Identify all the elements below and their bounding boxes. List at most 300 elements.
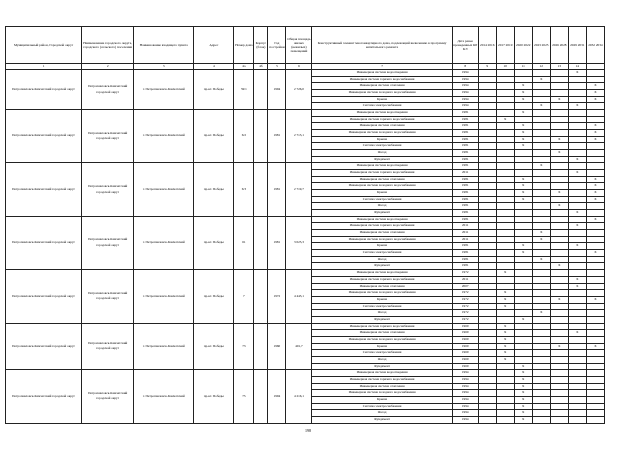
prev-date-cell: 1960 — [452, 350, 478, 357]
period-cell — [550, 210, 568, 217]
period-cell — [496, 170, 514, 177]
repair-mark-x: X — [586, 183, 604, 190]
period-cell — [550, 356, 568, 363]
address-cell: пр-кт. Победы — [194, 70, 234, 110]
period-cell — [550, 223, 568, 230]
period-cell — [586, 116, 604, 123]
period-cell — [532, 276, 550, 283]
period-cell — [496, 383, 514, 390]
repair-mark-x: X — [586, 90, 604, 97]
period-cell — [550, 410, 568, 417]
prev-date-cell: 1994 — [452, 396, 478, 403]
period-cell — [478, 83, 496, 90]
period-cell — [586, 236, 604, 243]
period-cell — [550, 256, 568, 263]
period-cell — [496, 83, 514, 90]
element-name-cell: Крыша — [312, 243, 452, 250]
repair-mark-x: X — [514, 316, 532, 323]
period-cell — [514, 290, 532, 297]
prev-date-cell: 1994 — [452, 103, 478, 110]
prev-date-cell: 1994 — [452, 76, 478, 83]
period-cell — [586, 410, 604, 417]
period-cell — [514, 350, 532, 357]
period-cell — [496, 223, 514, 230]
prev-date-cell: 1994 — [452, 370, 478, 377]
period-cell — [550, 336, 568, 343]
period-cell — [550, 390, 568, 397]
period-cell — [550, 196, 568, 203]
prev-date-cell: 1981 — [452, 263, 478, 270]
period-cell — [514, 276, 532, 283]
period-cell — [568, 190, 586, 197]
period-cell — [496, 250, 514, 257]
period-cell — [532, 130, 550, 137]
period-cell — [550, 110, 568, 117]
period-cell — [514, 296, 532, 303]
period-cell — [532, 303, 550, 310]
period-cell — [568, 416, 586, 423]
period-cell — [586, 210, 604, 217]
period-cell — [550, 143, 568, 150]
period-cell — [478, 356, 496, 363]
repair-mark-x: X — [496, 343, 514, 350]
period-cell — [532, 343, 550, 350]
period-cell — [568, 316, 586, 323]
area-cell: 2 719,7 — [286, 163, 312, 216]
header-year: Год постройки — [268, 27, 286, 64]
repair-mark-x: X — [514, 370, 532, 377]
period-cell — [532, 96, 550, 103]
prev-date-cell: 1994 — [452, 376, 478, 383]
period-cell — [514, 263, 532, 270]
prev-date-cell: 1981 — [452, 256, 478, 263]
period-cell — [478, 310, 496, 317]
element-name-cell: Система электроснабжения — [312, 250, 452, 257]
period-cell — [586, 283, 604, 290]
table-row — [6, 270, 605, 277]
repair-mark-x: X — [496, 330, 514, 337]
prev-date-cell: 1960 — [452, 330, 478, 337]
prev-date-cell: 1981 — [452, 123, 478, 130]
period-cell — [532, 330, 550, 337]
period-cell — [532, 83, 550, 90]
table-body — [6, 70, 605, 424]
period-cell — [478, 350, 496, 357]
column-number: 10 — [496, 64, 514, 70]
locality-cell: г. Петропавловск-Камчатский — [134, 323, 194, 370]
period-cell — [532, 270, 550, 277]
period-cell — [568, 396, 586, 403]
period-cell — [478, 343, 496, 350]
prev-date-cell: 1972 — [452, 290, 478, 297]
address-cell: пр-кт. Победы — [194, 370, 234, 423]
period-cell — [568, 370, 586, 377]
period-cell — [568, 263, 586, 270]
repair-mark-x: X — [514, 90, 532, 97]
repair-mark-x: X — [550, 203, 568, 210]
period-cell — [550, 370, 568, 377]
period-cell — [514, 310, 532, 317]
period-cell — [514, 356, 532, 363]
repair-mark-x: X — [586, 190, 604, 197]
period-cell — [478, 263, 496, 270]
period-cell — [496, 316, 514, 323]
repair-mark-x: X — [514, 416, 532, 423]
element-name-cell: Фасад — [312, 203, 452, 210]
period-cell — [496, 403, 514, 410]
period-cell — [478, 270, 496, 277]
address-cell: пр-кт. Победы — [194, 163, 234, 216]
element-name-cell: Инженерная система отопления — [312, 283, 452, 290]
period-cell — [478, 96, 496, 103]
period-cell — [478, 183, 496, 190]
period-cell — [532, 210, 550, 217]
period-cell — [496, 210, 514, 217]
period-cell — [514, 343, 532, 350]
period-cell — [550, 270, 568, 277]
element-name-cell: Инженерная система водоотведения — [312, 70, 452, 77]
period-cell — [478, 216, 496, 223]
block-cell — [254, 216, 268, 269]
period-cell — [496, 216, 514, 223]
element-name-cell: Инженерная система холодного водоснабжения — [312, 90, 452, 97]
period-cell — [478, 190, 496, 197]
element-name-cell: Система электроснабжения — [312, 143, 452, 150]
repair-mark-x: X — [568, 243, 586, 250]
period-cell — [514, 236, 532, 243]
period-cell — [496, 370, 514, 377]
prev-date-cell: 1981 — [452, 130, 478, 137]
period-cell — [532, 143, 550, 150]
period-cell — [478, 176, 496, 183]
page-number: 198 — [305, 428, 311, 433]
period-cell — [550, 163, 568, 170]
period-cell — [568, 403, 586, 410]
column-number: 7 — [312, 64, 452, 70]
repair-mark-x: X — [568, 103, 586, 110]
element-name-cell: Система электроснабжения — [312, 403, 452, 410]
period-cell — [586, 303, 604, 310]
period-cell — [532, 110, 550, 117]
block-cell — [254, 370, 268, 423]
period-cell — [550, 156, 568, 163]
period-cell — [586, 256, 604, 263]
period-cell — [478, 303, 496, 310]
period-cell — [478, 230, 496, 237]
period-cell — [496, 123, 514, 130]
period-cell — [550, 323, 568, 330]
address-cell: пр-кт. Победы — [194, 110, 234, 163]
prev-date-cell: 1981 — [452, 243, 478, 250]
period-cell — [478, 70, 496, 77]
year-cell: 1981 — [268, 110, 286, 163]
column-number: 14 — [568, 64, 586, 70]
period-cell — [496, 310, 514, 317]
house-number-cell: 73 — [234, 323, 254, 370]
repair-mark-x: X — [586, 250, 604, 257]
period-cell — [514, 210, 532, 217]
prev-date-cell: 1981 — [452, 176, 478, 183]
column-number: 9 — [478, 64, 496, 70]
period-cell — [550, 130, 568, 137]
period-cell — [586, 76, 604, 83]
period-cell — [550, 290, 568, 297]
repair-mark-x: X — [532, 163, 550, 170]
prev-date-cell: 1960 — [452, 323, 478, 330]
period-cell — [568, 390, 586, 397]
period-cell — [586, 276, 604, 283]
element-name-cell: Крыша — [312, 396, 452, 403]
period-cell — [532, 356, 550, 363]
prev-date-cell: 1981 — [452, 116, 478, 123]
period-cell — [478, 223, 496, 230]
prev-date-cell: 1981 — [452, 110, 478, 117]
house-number-cell: 6/2 — [234, 110, 254, 163]
period-cell — [478, 296, 496, 303]
header-period-3: 2020 2022 — [514, 27, 532, 64]
period-cell — [478, 416, 496, 423]
element-name-cell: Инженерная система водоотведения — [312, 216, 452, 223]
repair-mark-x: X — [586, 343, 604, 350]
repair-mark-x: X — [586, 196, 604, 203]
period-cell — [478, 243, 496, 250]
period-cell — [532, 396, 550, 403]
period-cell — [550, 216, 568, 223]
element-name-cell: Инженерная система горячего водоснабжения — [312, 223, 452, 230]
repair-mark-x: X — [496, 270, 514, 277]
element-name-cell: Крыша — [312, 190, 452, 197]
element-name-cell: Инженерная система водоотведения — [312, 163, 452, 170]
element-name-cell: Инженерная система горячего водоснабжения — [312, 116, 452, 123]
period-cell — [496, 236, 514, 243]
period-cell — [568, 150, 586, 157]
element-name-cell: Крыша — [312, 96, 452, 103]
repair-mark-x: X — [550, 190, 568, 197]
period-cell — [550, 416, 568, 423]
period-cell — [550, 90, 568, 97]
period-cell — [496, 110, 514, 117]
header-period-5: 2026 2028 — [550, 27, 568, 64]
element-name-cell: Инженерная система горячего водоснабжения — [312, 76, 452, 83]
element-name-cell: Инженерная система отопления — [312, 230, 452, 237]
period-cell — [514, 323, 532, 330]
period-cell — [478, 163, 496, 170]
repair-mark-x: X — [496, 303, 514, 310]
period-cell — [550, 83, 568, 90]
column-number: 1 — [6, 64, 82, 70]
table-row — [6, 216, 605, 223]
period-cell — [550, 176, 568, 183]
repair-mark-x: X — [514, 110, 532, 117]
repair-mark-x: X — [586, 123, 604, 130]
element-name-cell: Крыша — [312, 136, 452, 143]
element-name-cell: Фундамент — [312, 416, 452, 423]
repair-mark-x: X — [514, 376, 532, 383]
district-cell: Петропавловск-Камчатский городской округ — [6, 70, 82, 110]
settlement-cell: Петропавловск-Камчатский городской округ — [82, 216, 134, 269]
period-cell — [532, 203, 550, 210]
period-cell — [550, 183, 568, 190]
repair-mark-x: X — [568, 156, 586, 163]
period-cell — [532, 136, 550, 143]
element-name-cell: Инженерная система отопления — [312, 383, 452, 390]
capital-repair-table — [5, 26, 605, 424]
period-cell — [496, 196, 514, 203]
period-cell — [586, 316, 604, 323]
period-cell — [478, 383, 496, 390]
period-cell — [586, 383, 604, 390]
prev-date-cell: 1960 — [452, 343, 478, 350]
element-name-cell: Инженерная система горячего водоснабжения — [312, 376, 452, 383]
district-cell: Петропавловск-Камчатский городской округ — [6, 163, 82, 216]
repair-mark-x: X — [568, 210, 586, 217]
element-name-cell: Фундамент — [312, 316, 452, 323]
year-cell: 1960 — [268, 323, 286, 370]
table-row — [6, 163, 605, 170]
period-cell — [496, 376, 514, 383]
period-cell — [532, 283, 550, 290]
period-cell — [514, 283, 532, 290]
period-cell — [550, 123, 568, 130]
period-cell — [550, 230, 568, 237]
period-cell — [496, 96, 514, 103]
column-number: 2 — [82, 64, 134, 70]
repair-mark-x: X — [550, 96, 568, 103]
period-cell — [478, 370, 496, 377]
settlement-cell: Петропавловск-Камчатский городской округ — [82, 110, 134, 163]
period-cell — [568, 76, 586, 83]
element-name-cell: Инженерная система водоотведения — [312, 370, 452, 377]
period-cell — [568, 96, 586, 103]
period-cell — [586, 310, 604, 317]
period-cell — [478, 236, 496, 243]
period-cell — [496, 176, 514, 183]
period-cell — [514, 270, 532, 277]
period-cell — [496, 263, 514, 270]
element-name-cell: Инженерная система холодного водоснабжения — [312, 130, 452, 137]
period-cell — [586, 156, 604, 163]
element-name-cell: Система электроснабжения — [312, 103, 452, 110]
period-cell — [550, 76, 568, 83]
period-cell — [586, 170, 604, 177]
period-cell — [514, 170, 532, 177]
period-cell — [550, 396, 568, 403]
prev-date-cell: 1981 — [452, 136, 478, 143]
repair-mark-x: X — [496, 296, 514, 303]
repair-mark-x: X — [514, 190, 532, 197]
period-cell — [496, 243, 514, 250]
period-cell — [586, 150, 604, 157]
period-cell — [532, 376, 550, 383]
period-cell — [532, 190, 550, 197]
header-period-6: 2029 2031 — [568, 27, 586, 64]
period-cell — [496, 90, 514, 97]
period-cell — [532, 223, 550, 230]
period-cell — [586, 336, 604, 343]
period-cell — [568, 350, 586, 357]
period-cell — [514, 150, 532, 157]
period-cell — [496, 390, 514, 397]
period-cell — [496, 143, 514, 150]
block-cell — [254, 110, 268, 163]
period-cell — [478, 143, 496, 150]
period-cell — [496, 130, 514, 137]
repair-mark-x: X — [514, 143, 532, 150]
period-cell — [478, 123, 496, 130]
block-cell — [254, 323, 268, 370]
period-cell — [478, 136, 496, 143]
house-number-cell: 7 — [234, 270, 254, 323]
repair-mark-x: X — [568, 283, 586, 290]
period-cell — [568, 163, 586, 170]
period-cell — [568, 123, 586, 130]
column-number: 8 — [452, 64, 478, 70]
repair-mark-x: X — [514, 183, 532, 190]
settlement-cell: Петропавловск-Камчатский городской округ — [82, 70, 134, 110]
period-cell — [532, 350, 550, 357]
period-cell — [496, 363, 514, 370]
period-cell — [532, 90, 550, 97]
repair-mark-x: X — [532, 256, 550, 263]
repair-mark-x: X — [514, 196, 532, 203]
prev-date-cell: 2011 — [452, 276, 478, 283]
settlement-cell: Петропавловск-Камчатский городской округ — [82, 370, 134, 423]
period-cell — [496, 136, 514, 143]
period-cell — [478, 196, 496, 203]
period-cell — [550, 383, 568, 390]
prev-date-cell: 2007 — [452, 283, 478, 290]
period-cell — [478, 116, 496, 123]
period-cell — [514, 103, 532, 110]
period-cell — [550, 283, 568, 290]
element-name-cell: Фундамент — [312, 210, 452, 217]
element-name-cell: Инженерная система водоотведения — [312, 110, 452, 117]
prev-date-cell: 1994 — [452, 383, 478, 390]
header-block: Корпус (блок) — [254, 27, 268, 64]
header-district: Муниципальный район, Городской округ — [6, 27, 82, 64]
column-number: 3 — [134, 64, 194, 70]
repair-mark-x: X — [586, 176, 604, 183]
element-name-cell: Инженерная система холодного водоснабжения — [312, 290, 452, 297]
period-cell — [568, 310, 586, 317]
element-name-cell: Фасад — [312, 150, 452, 157]
repair-mark-x: X — [514, 390, 532, 397]
period-cell — [478, 390, 496, 397]
period-cell — [550, 250, 568, 257]
element-name-cell: Инженерная система холодного водоснабжения — [312, 336, 452, 343]
column-number: 12 — [532, 64, 550, 70]
period-cell — [586, 110, 604, 117]
period-cell — [550, 103, 568, 110]
period-cell — [568, 83, 586, 90]
element-name-cell: Фасад — [312, 256, 452, 263]
table-row — [6, 370, 605, 377]
prev-date-cell: 1981 — [452, 216, 478, 223]
prev-date-cell: 1981 — [452, 143, 478, 150]
prev-date-cell: 1972 — [452, 303, 478, 310]
locality-cell: г. Петропавловск-Камчатский — [134, 163, 194, 216]
repair-mark-x: X — [496, 116, 514, 123]
element-name-cell: Инженерная система холодного водоснабжения — [312, 236, 452, 243]
period-cell — [550, 350, 568, 357]
element-name-cell: Система электроснабжения — [312, 350, 452, 357]
element-name-cell: Инженерная система отопления — [312, 123, 452, 130]
repair-mark-x: X — [496, 323, 514, 330]
repair-mark-x: X — [532, 236, 550, 243]
element-name-cell: Инженерная система холодного водоснабжения — [312, 183, 452, 190]
prev-date-cell: 1981 — [452, 150, 478, 157]
header-row — [6, 27, 605, 64]
